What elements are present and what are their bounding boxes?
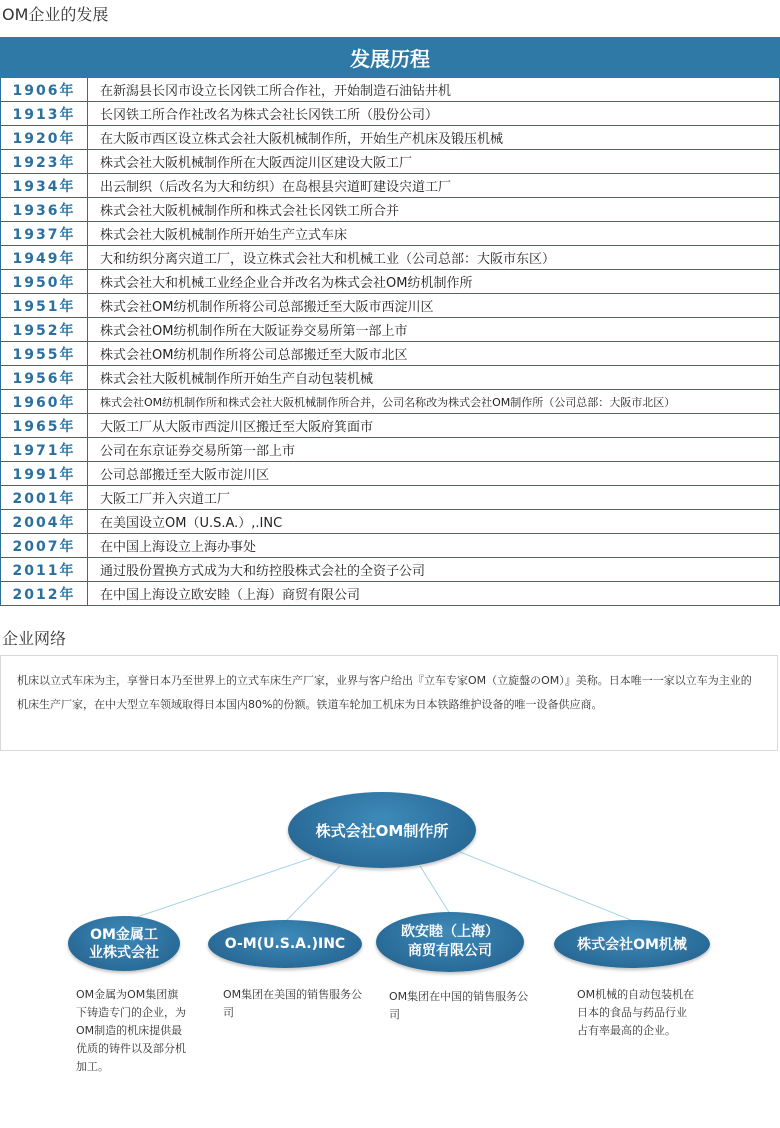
history-event: 大阪工厂从大阪市西淀川区搬迁至大阪府箕面市 bbox=[88, 414, 780, 438]
history-event: 在新潟县长冈市设立长冈铁工所合作社，开始制造石油钻井机 bbox=[88, 78, 780, 102]
history-event: 公司总部搬迁至大阪市淀川区 bbox=[88, 462, 780, 486]
history-year: 1965年 bbox=[1, 414, 88, 438]
history-event: 株式会社大和机械工业经企业合并改名为株式会社OM纺机制作所 bbox=[88, 270, 780, 294]
history-year: 1923年 bbox=[1, 150, 88, 174]
history-event: 通过股份置换方式成为大和纺控股株式会社的全资子公司 bbox=[88, 558, 780, 582]
history-year: 2001年 bbox=[1, 486, 88, 510]
history-year: 1956年 bbox=[1, 366, 88, 390]
org-node-label: OM金属工 bbox=[90, 926, 158, 943]
org-node-label: 业株式会社 bbox=[89, 944, 159, 961]
history-year: 1936年 bbox=[1, 198, 88, 222]
org-node-om-usa bbox=[208, 920, 362, 968]
history-year: 2011年 bbox=[1, 558, 88, 582]
history-year: 2007年 bbox=[1, 534, 88, 558]
org-node-description: OM机械的自动包装机在日本的食品与药品行业占有率最高的企业。 bbox=[577, 988, 695, 1037]
org-node-label: O-M(U.S.A.)INC bbox=[224, 936, 346, 952]
connector-line bbox=[285, 866, 340, 922]
history-year: 1950年 bbox=[1, 270, 88, 294]
org-node-main: 株式会社OM制作所 bbox=[288, 792, 476, 868]
history-year: 1937年 bbox=[1, 222, 88, 246]
history-event: 公司在东京证券交易所第一部上市 bbox=[88, 438, 780, 462]
history-year: 1955年 bbox=[1, 342, 88, 366]
history-event: 在中国上海设立上海办事处 bbox=[88, 534, 780, 558]
history-year: 1913年 bbox=[1, 102, 88, 126]
network-section-title: 企业网络 bbox=[2, 629, 67, 648]
history-event: 株式会社OM纺机制作所在大阪证券交易所第一部上市 bbox=[88, 318, 780, 342]
history-event: 在中国上海设立欧安睦（上海）商贸有限公司 bbox=[88, 582, 780, 606]
history-event: 株式会社OM纺机制作所将公司总部搬迁至大阪市北区 bbox=[88, 342, 780, 366]
history-year: 1951年 bbox=[1, 294, 88, 318]
org-node-label: 商贸有限公司 bbox=[408, 943, 492, 959]
history-year: 1934年 bbox=[1, 174, 88, 198]
history-year: 2012年 bbox=[1, 582, 88, 606]
org-node-description: OM集团在美国的销售服务公司 bbox=[223, 988, 363, 1019]
history-year: 1949年 bbox=[1, 246, 88, 270]
history-year: 1952年 bbox=[1, 318, 88, 342]
connector-line bbox=[128, 858, 312, 920]
org-node-description: OM集团在中国的销售服务公司 bbox=[389, 990, 529, 1021]
history-year: 1920年 bbox=[1, 126, 88, 150]
history-section-title: OM企业的发展 bbox=[2, 5, 109, 24]
history-event: 株式会社大阪机械制作所和株式会社长冈铁工所合并 bbox=[88, 198, 780, 222]
connector-line bbox=[420, 866, 450, 914]
history-event: 在美国设立OM（U.S.A.）,.INC bbox=[88, 510, 780, 534]
org-node-om-machinery bbox=[554, 920, 710, 968]
history-year: 1906年 bbox=[1, 78, 88, 102]
history-event: 出云制织（后改名为大和纺织）在岛根县宍道町建设宍道工厂 bbox=[88, 174, 780, 198]
history-event: 长冈铁工所合作社改名为株式会社长冈铁工所（股份公司） bbox=[88, 102, 780, 126]
history-event: 株式会社OM纺机制作所和株式会社大阪机械制作所合并，公司名称改为株式会社OM制作所（公司总部：大阪市北区） bbox=[88, 390, 780, 414]
history-year: 1960年 bbox=[1, 390, 88, 414]
history-event: 株式会社大阪机械制作所在大阪西淀川区建设大阪工厂 bbox=[88, 150, 780, 174]
network-intro-text: 机床以立式车床为主，享誉日本乃至世界上的立式车床生产厂家，业界与客户给出『立车专家OM（立旋盤のOM）』美称。日本唯一一家以立车为主业的机床生产厂家，在中大型立车领域取得日本国内80%的份额。铁道车轮加工机床为日本铁路维护设备的唯一设备供应商。 bbox=[0, 655, 778, 751]
history-year: 1991年 bbox=[1, 462, 88, 486]
history-event: 株式会社OM纺机制作所将公司总部搬迁至大阪市西淀川区 bbox=[88, 294, 780, 318]
org-node-label: 欧安睦（上海） bbox=[401, 924, 499, 940]
org-node-description: OM金属为OM集团旗下铸造专门的企业，为OM制造的机床提供最优质的铸件以及部分机加工。 bbox=[76, 988, 186, 1073]
org-node-om-shanghai bbox=[376, 912, 524, 972]
org-node-label: 株式会社OM机械 bbox=[577, 937, 687, 953]
connector-line bbox=[460, 852, 636, 922]
history-event: 大阪工厂并入宍道工厂 bbox=[88, 486, 780, 510]
history-event: 株式会社大阪机械制作所开始生产立式车床 bbox=[88, 222, 780, 246]
history-event: 大和纺织分离宍道工厂，设立株式会社大和机械工业（公司总部：大阪市东区） bbox=[88, 246, 780, 270]
history-year: 2004年 bbox=[1, 510, 88, 534]
history-event: 株式会社大阪机械制作所开始生产自动包装机械 bbox=[88, 366, 780, 390]
org-node-om-metal bbox=[68, 916, 180, 971]
history-table-header: 发展历程 bbox=[1, 38, 780, 78]
history-event: 在大阪市西区设立株式会社大阪机械制作所，开始生产机床及锻压机械 bbox=[88, 126, 780, 150]
history-year: 1971年 bbox=[1, 438, 88, 462]
